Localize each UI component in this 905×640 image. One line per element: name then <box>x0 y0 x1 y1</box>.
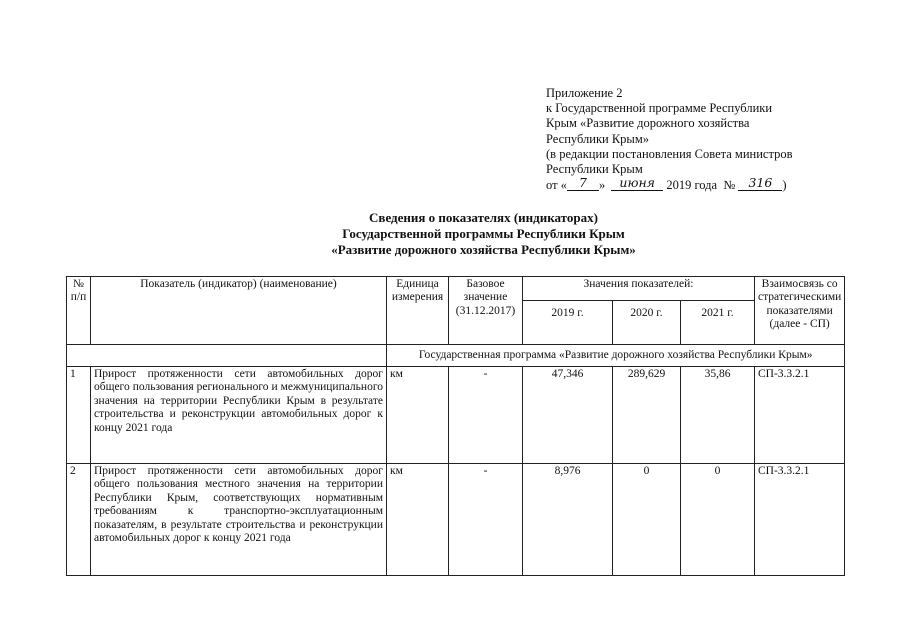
row-2019: 47,346 <box>523 367 613 464</box>
header-values-group: Значения показателей: <box>523 277 755 301</box>
header-2021: 2021 г. <box>681 301 755 345</box>
header-unit: Единица измерения <box>387 277 449 345</box>
document-heading <box>0 210 905 258</box>
row-base: - <box>449 464 523 576</box>
program-name: Государственная программа «Развитие дорожного хозяйства Республики Крым» <box>387 345 845 367</box>
row-2021: 0 <box>681 464 755 576</box>
heading-line: «Развитие дорожного хозяйства Республики Крым» <box>331 242 636 257</box>
program-row-spacer <box>67 345 387 367</box>
date-mid: » <box>598 178 606 193</box>
row-unit: км <box>387 464 449 576</box>
appendix-line: Республики Крым <box>546 162 643 177</box>
row-num: 1 <box>67 367 91 464</box>
header-row <box>67 277 845 301</box>
appendix-line: Приложение 2 <box>546 86 623 100</box>
date-year: 2019 года <box>666 178 718 193</box>
header-indicator: Показатель (индикатор) (наименование) <box>91 277 387 345</box>
appendix-line: Республики Крым» <box>546 131 649 146</box>
handwritten-number: 316 <box>738 175 782 191</box>
program-row <box>67 345 845 367</box>
table-row <box>67 464 845 576</box>
header-base: Базовое значение (31.12.2017) <box>449 277 523 345</box>
appendix-line: (в редакции постановления Совета министров <box>546 146 793 161</box>
row-relation: СП-3.3.2.1 <box>755 367 845 464</box>
date-close: ) <box>782 178 787 193</box>
number-sign: № <box>723 178 736 193</box>
appendix-line: Крым «Развитие дорожного хозяйства <box>546 116 750 131</box>
table-row <box>67 367 845 464</box>
row-2020: 289,629 <box>613 367 681 464</box>
handwritten-day: 7 <box>567 175 599 191</box>
handwritten-month: июня <box>611 175 663 191</box>
row-base: - <box>449 367 523 464</box>
appendix-line: к Государственной программе Республики <box>546 101 773 116</box>
date-prefix: от « <box>546 178 567 193</box>
row-indicator: Прирост протяженности сети автомобильных дорог общего пользования местного значения на территории Республики Крым, соответствующих нормативным требованиям к транспортно-эксплуатационным показателям, в результате строительства и реконструкции автомобильных дорог к концу 2021 года <box>91 464 387 576</box>
header-2020: 2020 г. <box>613 301 681 345</box>
row-2020: 0 <box>613 464 681 576</box>
appendix-block <box>546 86 792 193</box>
row-num: 2 <box>67 464 91 576</box>
row-unit: км <box>387 367 449 464</box>
header-2019: 2019 г. <box>523 301 613 345</box>
row-2021: 35,86 <box>681 367 755 464</box>
row-relation: СП-3.3.2.1 <box>755 464 845 576</box>
row-2019: 8,976 <box>523 464 613 576</box>
row-indicator: Прирост протяженности сети автомобильных дорог общего пользования регионального и межмуниципального значения на территории Республики Крым в результате строительства и реконструкции автомобильных дорог к концу 2021 года <box>91 367 387 464</box>
indicators-table <box>66 276 845 576</box>
header-num: № п/п <box>67 277 91 345</box>
heading-line: Государственной программы Республики Крым <box>342 226 625 241</box>
heading-line: Сведения о показателях (индикаторах) <box>369 210 598 225</box>
resolution-date-line <box>546 177 792 193</box>
header-relation: Взаимосвязь со стратегическими показателями (далее - СП) <box>755 277 845 345</box>
